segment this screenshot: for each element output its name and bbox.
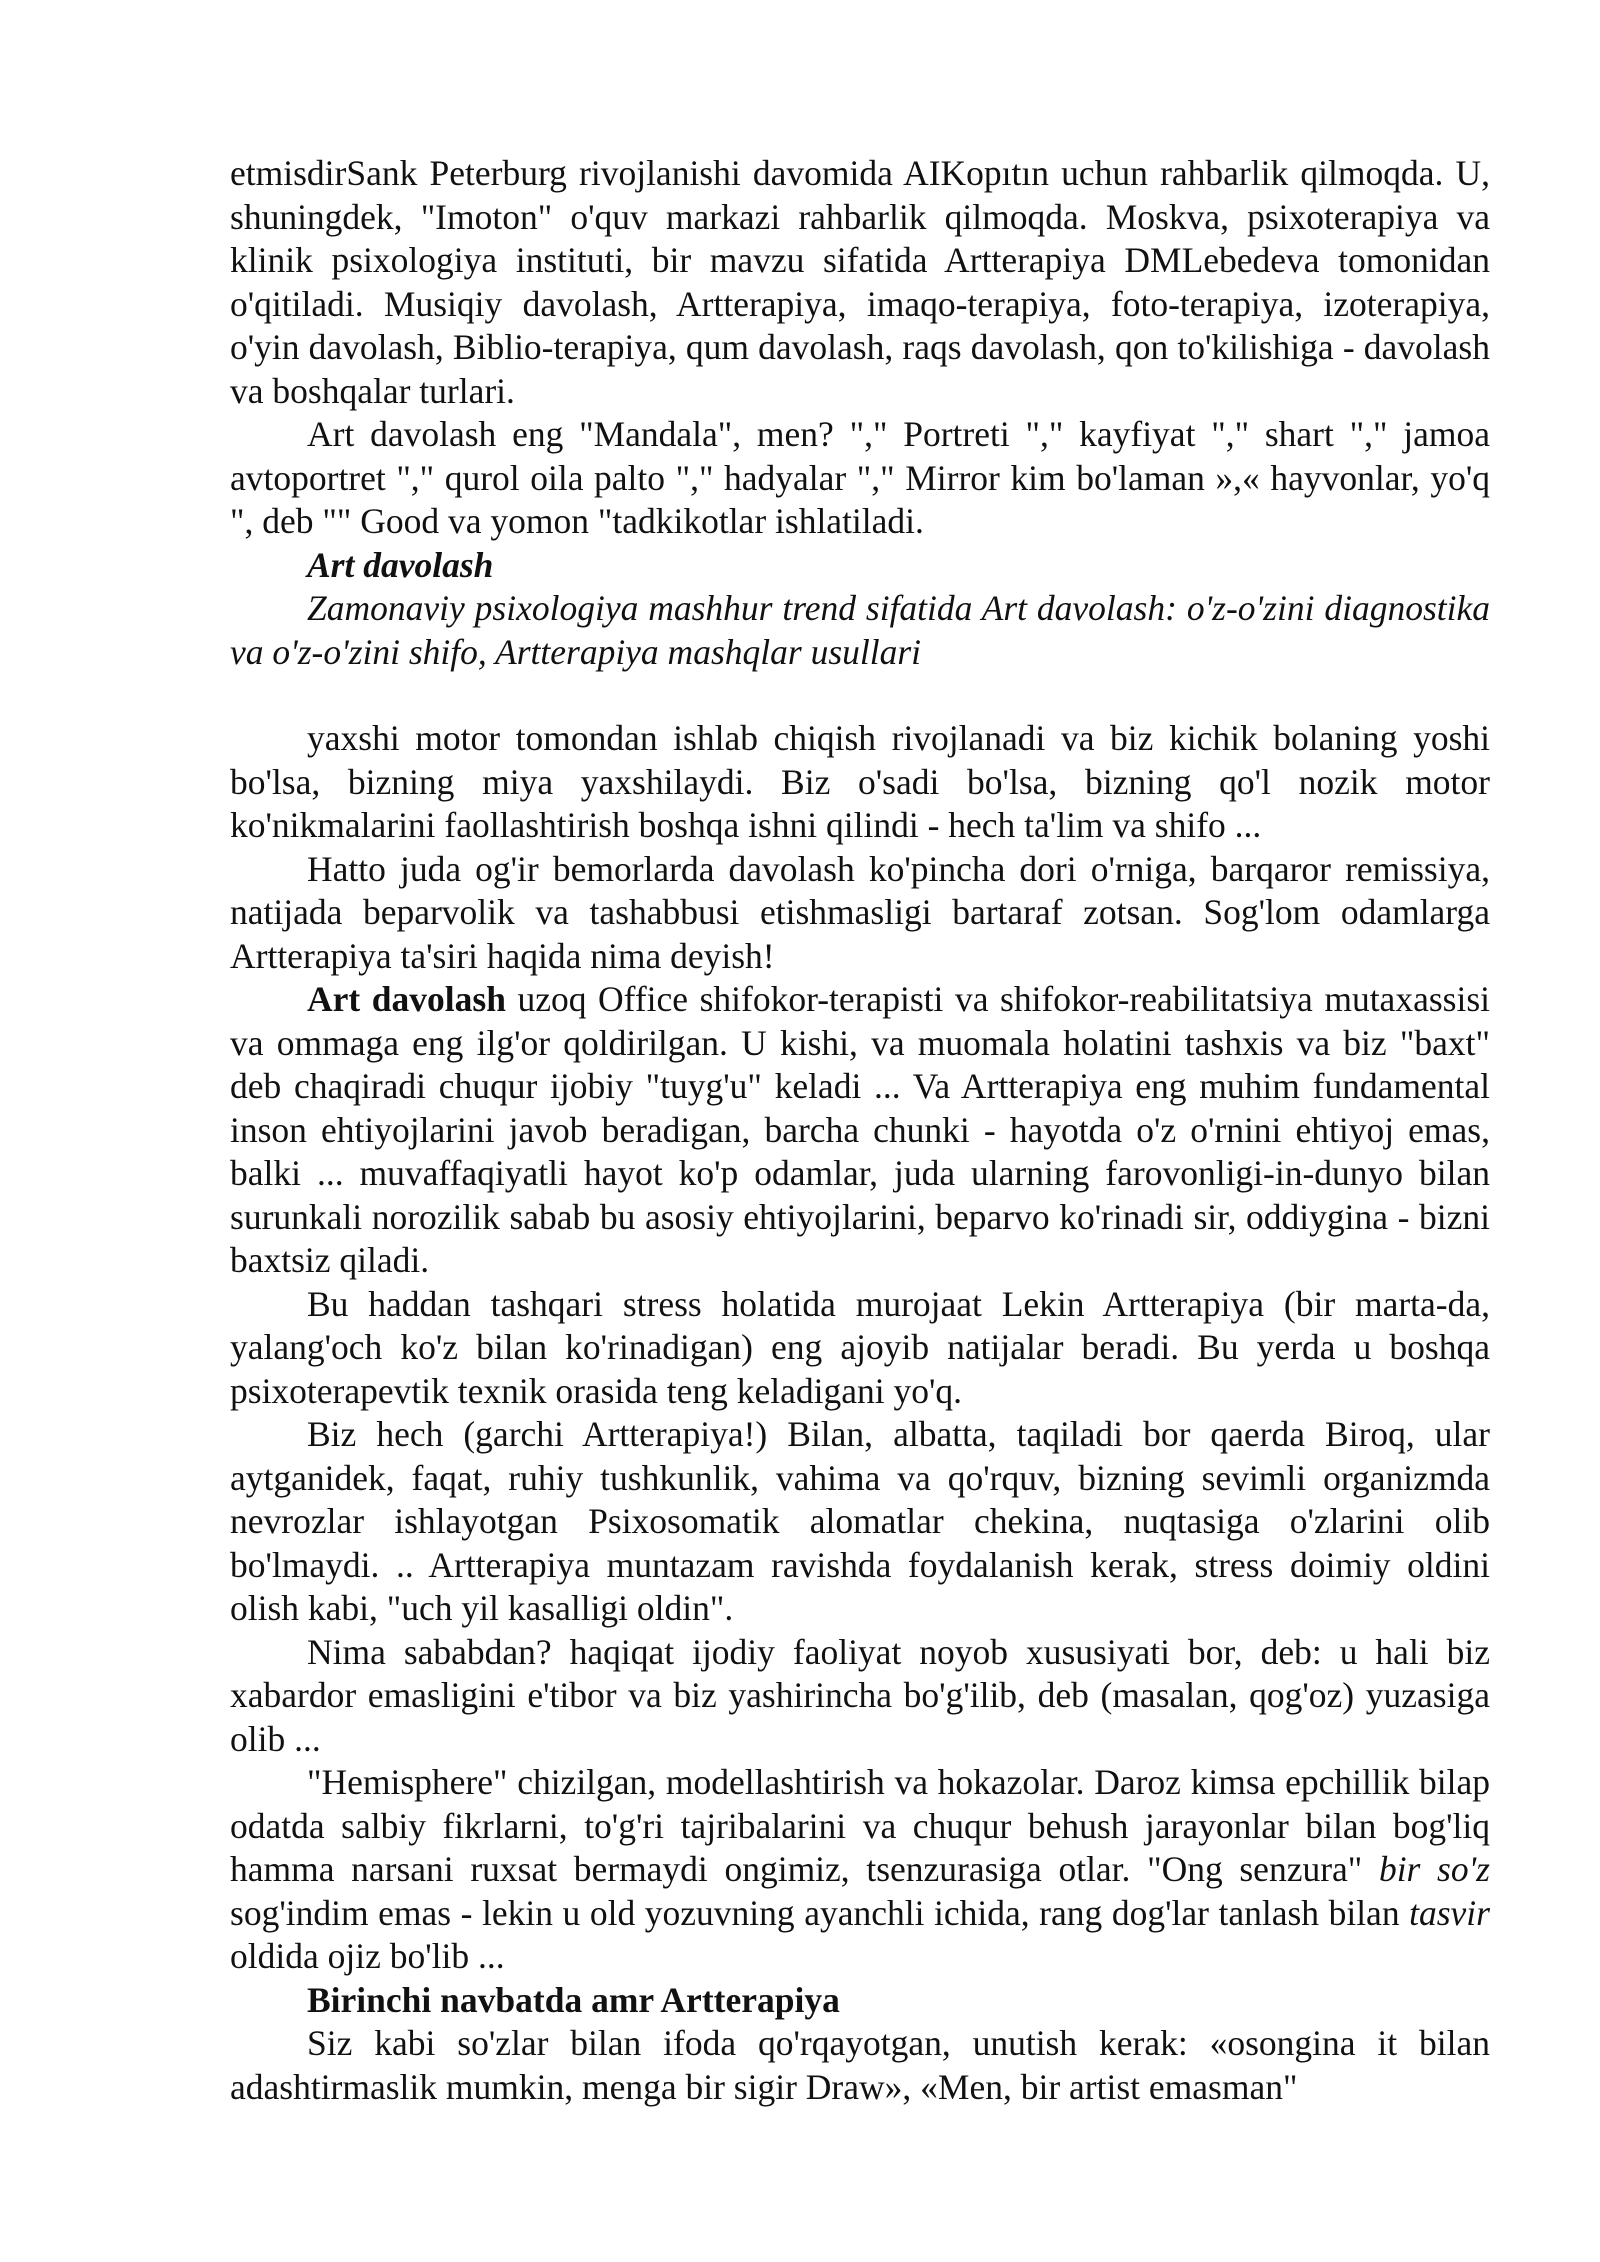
paragraph-9-text-a: "Hemisphere" chizilgan, modellashtirish va hokazolar. Daroz kimsa epchillik bilap odatda salbiy fikrlarni, to'g'ri tajribalarini va chuqur behush jarayonlar bilan bog'liq hamma narsani ruxsat bermaydi ongimiz, tsenzurasiga otlar. "Ong senzura" [230, 1762, 1490, 1889]
paragraph-9-text-c: oldida ojiz bo'lib ... [230, 1936, 505, 1976]
paragraph-4: Hatto juda og'ir bemorlarda davolash ko'pincha dori o'rniga, barqaror remissiya, natijada beparvolik va tashabbusi etishmasligi bartaraf zotsan. Sog'lom odamlarga Artterapiya ta'siri haqida nima deyish! [230, 848, 1490, 976]
paragraph-7: Biz hech (garchi Artterapiya!) Bilan, albatta, taqiladi bor qaerda Biroq, ular aytganidek, faqat, ruhiy tushkunlik, vahima va qo'rquv, bizning sevimli organizmda nevrozlar ishlayotgan Psixosomatik alomatlar chekina, nuqtasiga o'zlarini olib bo'lmaydi. .. Artterapiya muntazam ravishda foydalanish kerak, stress doimiy oldini olish kabi, "uch yil kasalligi oldin". [230, 1414, 1490, 1628]
paragraph-5 [230, 978, 1490, 1283]
paragraph-8: Nima sababdan? haqiqat ijodiy faoliyat noyob xususiyati bor, deb: u hali biz xabardor emasligini e'tibor va biz yashirincha bo'g'ilib, deb (masalan, qog'oz) yuzasiga olib ... [230, 1631, 1490, 1759]
section-heading-birinchi: Birinchi navbatda amr Artterapiya [307, 1979, 840, 2020]
paragraph-1: etmisdirSank Peterburg rivojlanishi davomida AIKopıtın uchun rahbarlik qilmoqda. U, shuningdek, "Imoton" o'quv markazi rahbarlik qilmoqda. Moskva, psixoterapiya va klinik psixologiya instituti, bir mavzu sifatida Artterapiya DMLebedeva tomonidan o'qitiladi. Musiqiy davolash, Artterapiya, imaqo-terapiya, foto-terapiya, izoterapiya, o'yin davolash, Biblio-terapiya, qum davolash, raqs davolash, qon to'kilishiga - davolash va boshqalar turlari. [230, 153, 1490, 411]
paragraph-9-italic-2: tasvir [1409, 1892, 1490, 1933]
paragraph-5-bold-lead: Art davolash [307, 979, 506, 1019]
paragraph-10: Siz kabi so'zlar bilan ifoda qo'rqayotgan, unutish kerak: «osongina it bilan adashtirmaslik mumkin, menga bir sigir Draw», «Men, bir artist emasman" [230, 2023, 1490, 2107]
section-heading-art-davolash: Art davolash [307, 544, 494, 585]
blank-line [230, 674, 1490, 717]
paragraph-2: Art davolash eng "Mandala", men? "," Portreti "," kayfiyat "," shart "," jamoa avtoportret "," qurol oila palto "," hadyalar "," Mirror kim bo'laman »,« hayvonlar, yo'q ", deb "" Good va yomon "tadkikotlar ishlatiladi. [230, 414, 1490, 541]
paragraph-5-text: uzoq Office shifokor-terapisti va shifokor-reabilitatsiya mutaxassisi va ommaga eng ilg'or qoldirilgan. U kishi, va muomala holatini tashxis va biz "baxt" deb chaqiradi chuqur ijobiy "tuyg'u" keladi ... Va Artterapiya eng muhim fundamental inson ehtiyojlarini javob beradigan, barcha chunki - hayotda o'z o'rnini ehtiyoj emas, balki ... muvaffaqiyatli hayot ko'p odamlar, juda ularning farovonligi-in-dunyo bilan surunkali norozilik sabab bu asosiy ehtiyojlarini, beparvo ko'rinadi sir, oddiygina - bizni baxtsiz qiladi. [230, 979, 1490, 1280]
paragraph-9-text-b: sog'indim emas - lekin u old yozuvning ayanchli ichida, rang dog'lar tanlash bilan [230, 1892, 1410, 1933]
paragraph-3: yaxshi motor tomondan ishlab chiqish rivojlanadi va biz kichik bolaning yoshi bo'lsa, bizning miya yaxshilaydi. Biz o'sadi bo'lsa, bizning qo'l nozik motor ko'nikmalarini faollashtirish boshqa ishni qilindi - hech ta'lim va shifo ... [230, 718, 1490, 845]
paragraph-6: Bu haddan tashqari stress holatida murojaat Lekin Artterapiya (bir marta-da, yalang'och ko'z bilan ko'rinadigan) eng ajoyib natijalar beradi. Bu yerda u boshqa psixoterapevtik texnik orasida teng keladigani yo'q. [230, 1283, 1490, 1411]
document-page [230, 152, 1490, 2109]
paragraph-9 [230, 1761, 1490, 1979]
paragraph-9-italic-1: bir so'z [1378, 1849, 1490, 1889]
section-subtitle: Zamonaviy psixologiya mashhur trend sifatida Art davolash: o'z-o'zini diagnostika va o'z-o'zini shifo, Artterapiya mashqlar usullari [230, 588, 1490, 672]
